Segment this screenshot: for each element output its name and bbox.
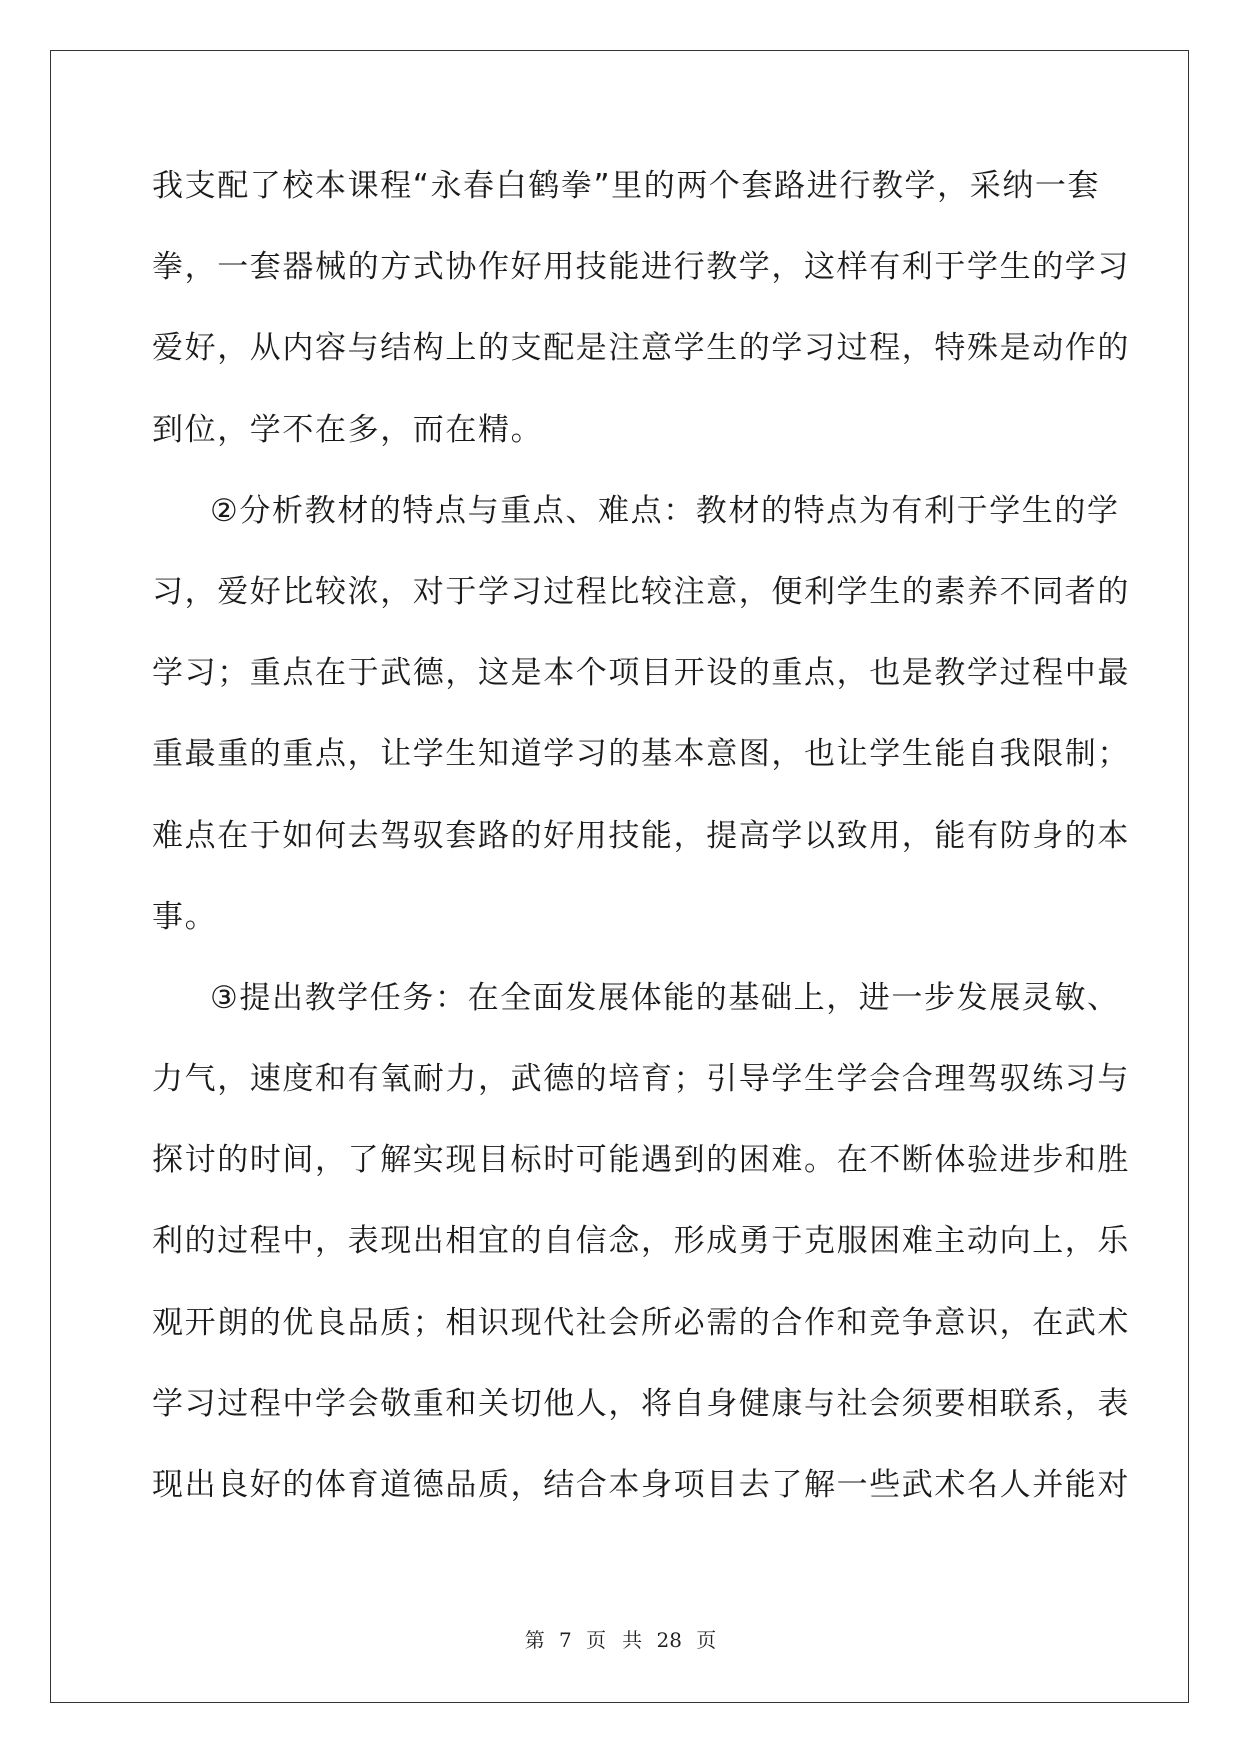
text-line: 到位，学不在多，而在精。	[152, 411, 544, 448]
paragraph-start-line: ③提出教学任务：在全面发展体能的基础上，进一步发展灵敏、	[210, 979, 1120, 1016]
text-line: 拳，一套器械的方式协作好用技能进行教学，这样有利于学生的学习	[152, 249, 1130, 286]
text-line: 探讨的时间，了解实现目标时可能遇到的困难。在不断体验进步和胜	[152, 1142, 1130, 1179]
text-line: 现出良好的体育道德品质，结合本身项目去了解一些武术名人并能对	[152, 1467, 1130, 1503]
text-line: 重最重的重点，让学生知道学习的基本意图，也让学生能自我限制；	[152, 736, 1130, 773]
text-line: 学习过程中学会敬重和关切他人，将自身健康与社会须要相联系，表	[152, 1385, 1130, 1422]
text-line: 爱好，从内容与结构上的支配是注意学生的学习过程，特殊是动作的	[152, 330, 1130, 367]
page-footer	[0, 1624, 1241, 1653]
document-body	[152, 160, 1130, 1540]
text-line: 我支配了校本课程“永春白鹤拳”里的两个套路进行教学，采纳一套	[152, 168, 1101, 204]
text-line: 习，爱好比较浓，对于学习过程比较注意，便利学生的素养不同者的	[152, 573, 1130, 610]
text-line: 利的过程中，表现出相宜的自信念，形成勇于克服困难主动向上，乐	[152, 1223, 1130, 1260]
text-line: 力气，速度和有氧耐力，武德的培育；引导学生学会合理驾驭练习与	[152, 1061, 1130, 1098]
text-line: 观开朗的优良品质；相识现代社会所必需的合作和竞争意识，在武术	[152, 1304, 1130, 1341]
text-line: 学习；重点在于武德，这是本个项目开设的重点，也是教学过程中最	[152, 655, 1130, 692]
total-pages: 共 28 页	[622, 1628, 717, 1652]
paragraph-start-line: ②分析教材的特点与重点、难点：教材的特点为有利于学生的学	[210, 492, 1120, 529]
text-line: 难点在于如何去驾驭套路的好用技能，提高学以致用，能有防身的本	[152, 817, 1130, 854]
page-number: 第 7 页	[524, 1628, 607, 1652]
text-line: 事。	[152, 898, 218, 935]
